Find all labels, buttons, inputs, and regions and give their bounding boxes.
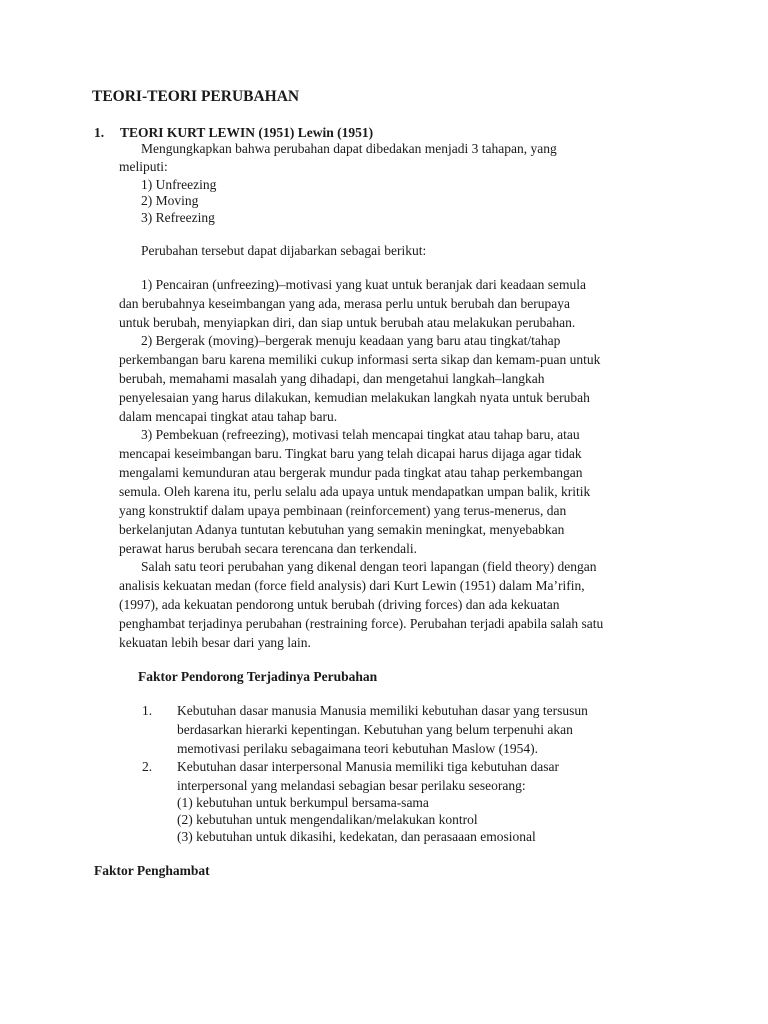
paragraph-line: untuk berubah, menyiapkan diri, dan siap untuk berubah atau melakukan perubahan. <box>119 315 576 330</box>
list-item-line: berdasarkan hierarki kepentingan. Kebutuhan yang belum terpenuhi akan <box>177 722 573 737</box>
paragraph-line: yang konstruktif dalam upaya pembinaan (reinforcement) yang terus-menerus, dan <box>119 503 567 518</box>
paragraph-line: berubah, memahami masalah yang dihadapi, dan mengetahui langkah–langkah <box>119 371 545 386</box>
paragraph-line: 1) Pencairan (unfreezing)–motivasi yang kuat untuk beranjak dari keadaan semula <box>141 277 586 292</box>
page-title: TEORI-TEORI PERUBAHAN <box>92 88 300 105</box>
paragraph-line: analisis kekuatan medan (force field analysis) dari Kurt Lewin (1951) dalam Ma’rifin, <box>119 578 585 593</box>
list-item-line: (2) kebutuhan untuk mengendalikan/melakukan kontrol <box>177 812 478 827</box>
paragraph-line: perawat harus berubah secara terencana dan terkendali. <box>119 541 417 556</box>
intro-line: meliputi: <box>119 159 168 174</box>
inhibiting-factors-heading: Faktor Penghambat <box>94 863 210 878</box>
paragraph-line: semula. Oleh karena itu, perlu selalu ada upaya untuk mendapatkan umpan balik, kritik <box>119 484 591 499</box>
paragraph-line: 2) Bergerak (moving)–bergerak menuju keadaan yang baru atau tingkat/tahap <box>141 333 561 348</box>
paragraph-line: kekuatan lebih besar dari yang lain. <box>119 635 311 650</box>
list-item-line: (1) kebutuhan untuk berkumpul bersama-sama <box>177 795 429 810</box>
paragraph-line: 3) Pembekuan (refreezing), motivasi telah mencapai tingkat atau tahap baru, atau <box>141 427 580 442</box>
section-heading: TEORI KURT LEWIN (1951) Lewin (1951) <box>120 125 374 140</box>
paragraph-line: penyelesaian yang harus dilakukan, kemudian melakukan langkah nyata untuk berubah <box>119 390 590 405</box>
list-item-line: interpersonal yang melandasi sebagian besar perilaku seseorang: <box>177 778 526 793</box>
driving-factors-heading: Faktor Pendorong Terjadinya Perubahan <box>138 669 378 684</box>
paragraph-line: penghambat terjadinya perubahan (restraining force). Perubahan terjadi apabila salah satu <box>119 616 604 631</box>
paragraph-line: mencapai keseimbangan baru. Tingkat baru yang telah dicapai harus dijaga agar tidak <box>119 446 582 461</box>
list-item-line: Kebutuhan dasar interpersonal Manusia memiliki tiga kebutuhan dasar <box>177 759 560 774</box>
list-item-line: memotivasi perilaku sebagaimana teori kebutuhan Maslow (1954). <box>177 741 539 756</box>
paragraph-line: mengalami kemunduran atau bergerak mundur pada tingkat atau tahap perkembangan <box>119 465 583 480</box>
paragraph-line: Salah satu teori perubahan yang dikenal dengan teori lapangan (field theory) dengan <box>141 559 597 574</box>
stage-item: 2) Moving <box>141 193 199 208</box>
list-number: 2. <box>142 759 153 774</box>
section-number: 1. <box>94 125 105 140</box>
list-number: 1. <box>142 703 153 718</box>
paragraph-line: perkembangan baru karena memiliki cukup informasi serta sikap dan kemam-puan untuk <box>119 352 601 367</box>
paragraph-line: (1997), ada kekuatan pendorong untuk berubah (driving forces) dan ada kekuatan <box>119 597 560 612</box>
stage-item: 1) Unfreezing <box>141 177 217 192</box>
paragraph-line: dalam mencapai tingkat atau tahap baru. <box>119 409 338 424</box>
list-item-line: (3) kebutuhan untuk dikasihi, kedekatan, dan perasaaan emosional <box>177 829 536 844</box>
paragraph-line: dan berubahnya keseimbangan yang ada, merasa perlu untuk berubah dan berupaya <box>119 296 570 311</box>
explain-lead: Perubahan tersebut dapat dijabarkan sebagai berikut: <box>141 243 427 258</box>
paragraph-line: berkelanjutan Adanya tuntutan kebutuhan yang semakin meningkat, menyebabkan <box>119 522 565 537</box>
intro-line: Mengungkapkan bahwa perubahan dapat dibedakan menjadi 3 tahapan, yang <box>141 141 557 156</box>
list-item-line: Kebutuhan dasar manusia Manusia memiliki kebutuhan dasar yang tersusun <box>177 703 588 718</box>
stage-item: 3) Refreezing <box>141 210 215 225</box>
